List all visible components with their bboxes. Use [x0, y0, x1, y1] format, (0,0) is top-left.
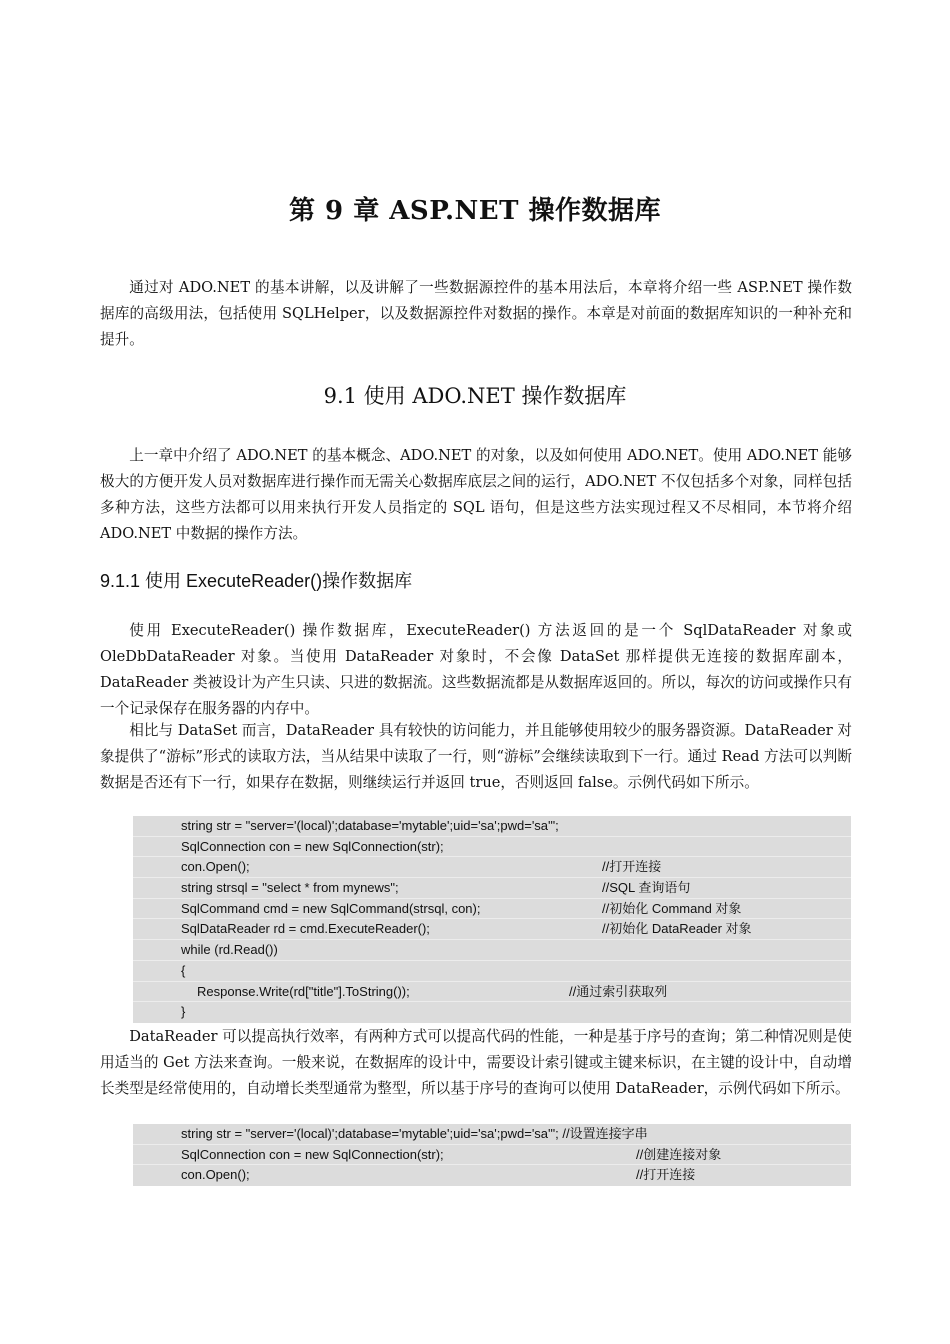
- code-line: [133, 919, 851, 940]
- subsection-title: 9.1.1 使用 ExecuteReader()操作数据库: [100, 571, 413, 591]
- paragraph-datareader: 相比与 DataSet 而言，DataReader 具有较快的访问能力，并且能够使用较少的服务器资源。DataReader 对象提供了“游标”形式的读取方法，当从结果中读取了一行，则“游标”会继续读取到下一行。通过 Read 方法可以判断数据是否还有下一行，如果存在数据，则继续运行并返回 true，否则返回 false。示例代码如下所示。: [100, 722, 852, 791]
- code-line: [133, 1124, 851, 1145]
- code-text: {: [181, 962, 186, 978]
- code-comment: //打开连接: [636, 1167, 696, 1183]
- code-text: string str = "server='(local)';database='mytable';uid='sa';pwd='sa'";: [181, 818, 559, 833]
- code-text: SqlDataReader rd = cmd.ExecuteReader();: [181, 921, 430, 937]
- code-text: string str = "server='(local)';database='mytable';uid='sa';pwd='sa'"; //设置连接字串: [181, 1126, 648, 1141]
- code-block-1: [133, 816, 851, 1023]
- code-line: [133, 1145, 851, 1166]
- code-block-2: [133, 1124, 851, 1186]
- code-line: [133, 837, 851, 858]
- code-comment: //SQL 查询语句: [602, 880, 691, 896]
- code-comment: //初始化 Command 对象: [602, 900, 742, 916]
- code-comment: //通过索引获取列: [569, 983, 668, 999]
- code-text: SqlConnection con = new SqlConnection(str);: [181, 838, 444, 854]
- section-title: 9.1 使用 ADO.NET 操作数据库: [323, 384, 627, 408]
- code-comment: //打开连接: [602, 859, 662, 875]
- code-line: [133, 816, 851, 837]
- section-paragraph: 上一章中介绍了 ADO.NET 的基本概念、ADO.NET 的对象，以及如何使用 ADO.NET。使用 ADO.NET 能够极大的方便开发人员对数据库进行操作而无需关心数据库底层之间的运行，ADO.NET 不仅包括多个对象，同样包括多种方法，这些方法都可以用来执行开发人员指定的 SQL 语句，但是这些方法实现过程又不尽相同，本节将介绍 ADO.NET 中数据的操作方法。: [100, 447, 852, 542]
- code-text: con.Open();: [181, 859, 250, 875]
- code-text: SqlConnection con = new SqlConnection(str);: [181, 1146, 444, 1162]
- code-text: con.Open();: [181, 1167, 250, 1183]
- code-line: [133, 1165, 851, 1186]
- paragraph-performance: DataReader 可以提高执行效率，有两种方式可以提高代码的性能，一种是基于序号的查询；第二种情况则是使用适当的 Get 方法来查询。一般来说，在数据库的设计中，需要设计索引键或主键来标识，在主键的设计中，自动增长类型是经常使用的，自动增长类型通常为整型，所以基于序号的查询可以使用 DataReader，示例代码如下所示。: [100, 1028, 852, 1097]
- code-line: [133, 878, 851, 899]
- code-line: [133, 940, 851, 961]
- paragraph-executereader: 使用 ExecuteReader() 操作数据库，ExecuteReader() 方法返回的是一个 SqlDataReader 对象或 OleDbDataReader 对象。当使用 DataReader 对象时，不会像 DataSet 那样提供无连接的数据库副本，DataReader 类被设计为产生只读、只进的数据流。这些数据流都是从数据库返回的。所以，每次的访问或操作只有一个记录保存在服务器的内存中。: [100, 622, 852, 717]
- chapter-title: 第 9 章 ASP.NET 操作数据库: [289, 196, 661, 226]
- code-text: SqlCommand cmd = new SqlCommand(strsql, con);: [181, 900, 481, 916]
- code-text: while (rd.Read()): [181, 942, 278, 958]
- code-text: Response.Write(rd["title"].ToString());: [197, 983, 410, 999]
- code-line: [133, 1002, 851, 1023]
- code-line: [133, 961, 851, 982]
- code-text: }: [181, 1004, 186, 1020]
- intro-paragraph: 通过对 ADO.NET 的基本讲解，以及讲解了一些数据源控件的基本用法后，本章将介绍一些 ASP.NET 操作数据库的高级用法，包括使用 SQLHelper，以及数据源控件对数据的操作。本章是对前面的数据库知识的一种补充和提升。: [100, 279, 852, 348]
- code-line: [133, 899, 851, 920]
- code-text: string strsql = "select * from mynews";: [181, 880, 399, 896]
- code-comment: //初始化 DataReader 对象: [602, 921, 752, 937]
- code-line: [133, 982, 851, 1003]
- code-line: [133, 857, 851, 878]
- code-comment: //创建连接对象: [636, 1146, 722, 1162]
